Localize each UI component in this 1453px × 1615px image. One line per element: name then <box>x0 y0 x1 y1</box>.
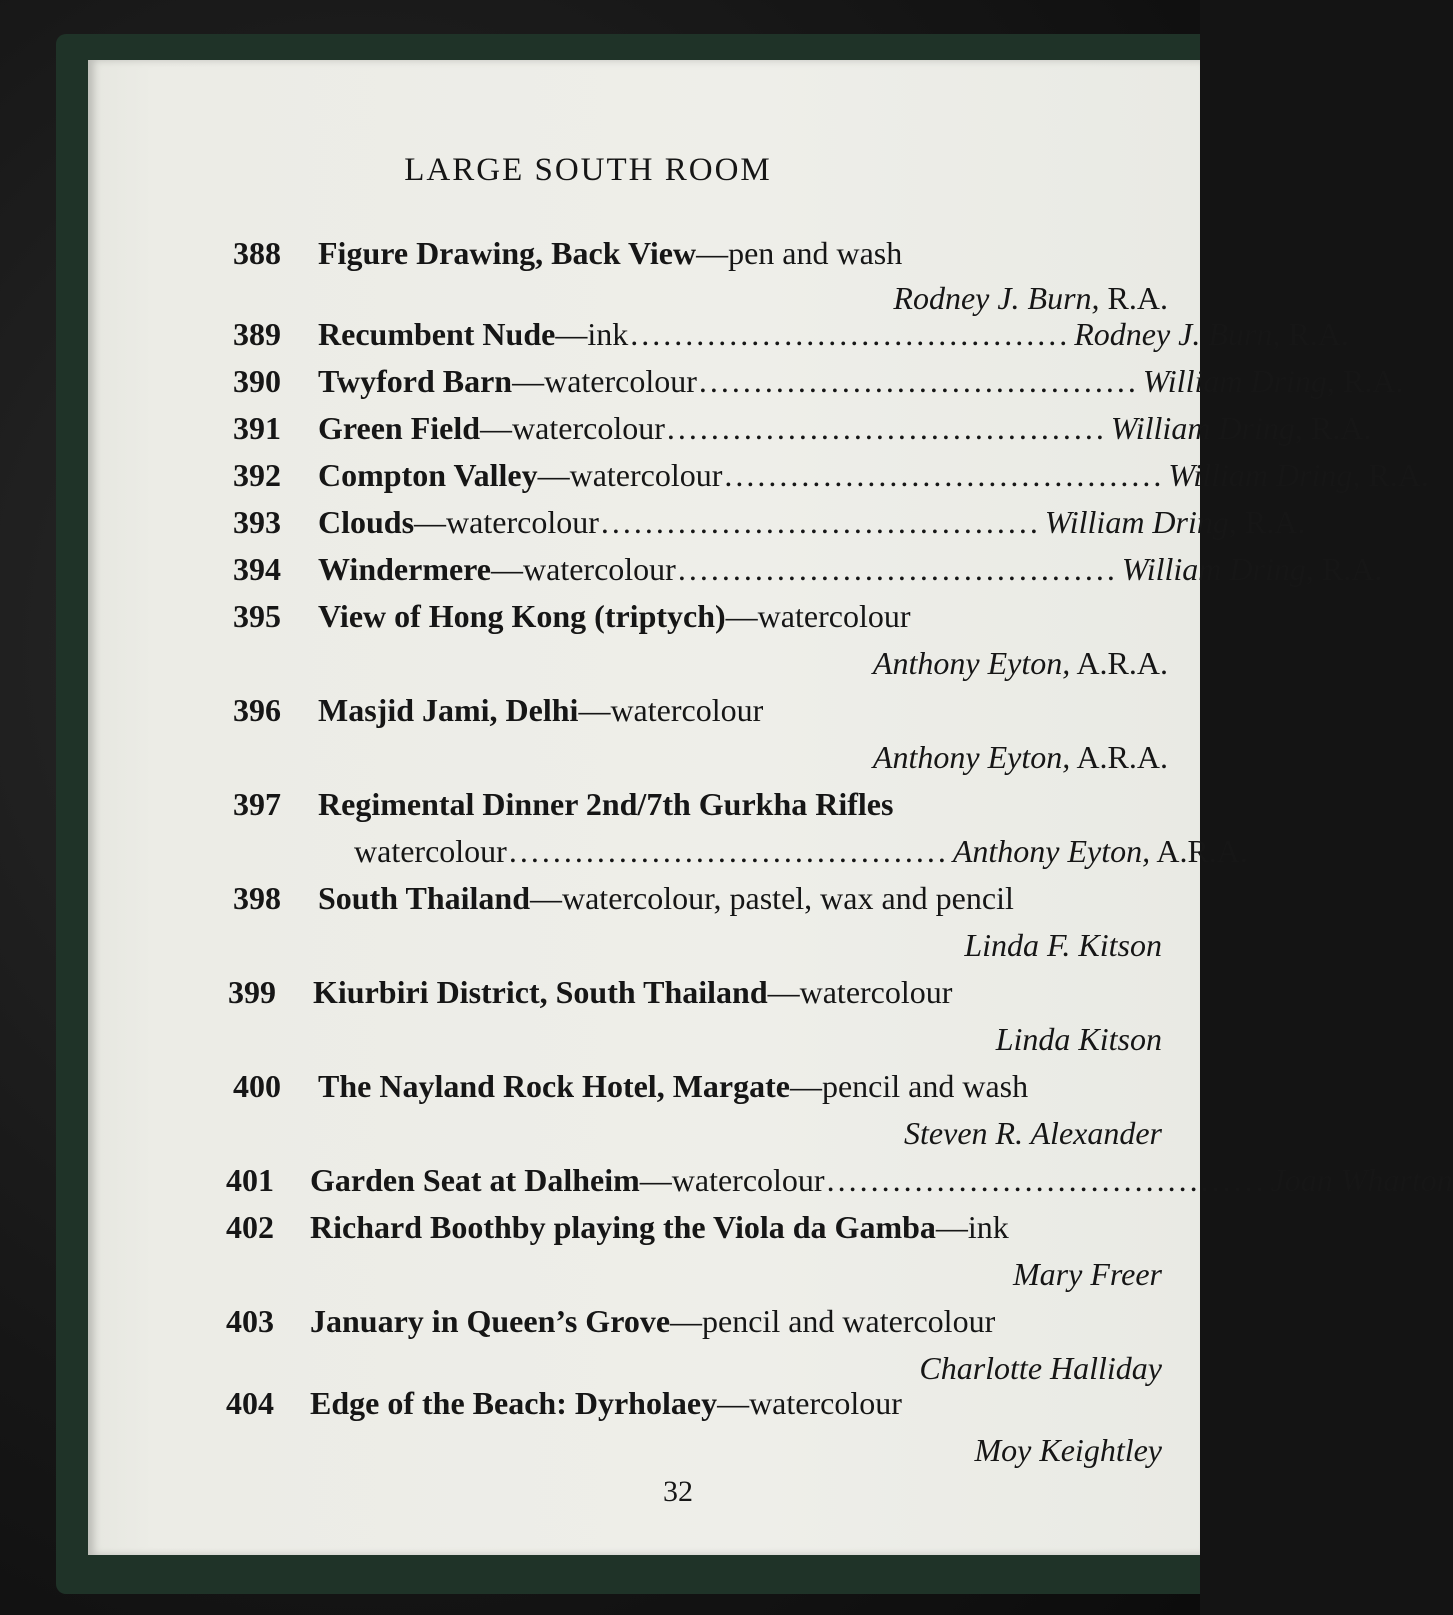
work-medium: —pencil and wash <box>789 1068 1029 1104</box>
entry-393 <box>88 499 1306 545</box>
entry-399-artist <box>88 1016 1168 1062</box>
artist-honour: R.A. <box>1368 457 1429 493</box>
work-medium: —watercolour, pastel, wax and pencil <box>529 880 1014 916</box>
artist-honour: R.A. <box>1310 410 1372 446</box>
artist-name: Steven R. Alexander <box>904 1115 1162 1151</box>
artist-credit <box>873 640 1168 686</box>
artist-credit <box>996 1016 1162 1062</box>
entry-inline <box>354 828 1248 874</box>
page-heading: LARGE SOUTH ROOM <box>404 152 772 188</box>
artist-honour: A.R.A. <box>1076 739 1168 775</box>
entry-title-line <box>313 969 952 1015</box>
entry-398-artist <box>88 922 1168 968</box>
entry-399 <box>88 969 1168 1015</box>
work-medium: —watercolour <box>767 974 953 1010</box>
artist-honour: A.R.A. <box>1156 833 1248 869</box>
work-title: Edge of the Beach: Dyrholaey <box>310 1385 718 1421</box>
entry-395-artist <box>88 640 1168 686</box>
work-medium: —watercolour <box>578 692 764 728</box>
work-medium: —pen and wash <box>696 235 903 271</box>
artist-name: William Dring, <box>1168 457 1361 493</box>
entry-number: 403 <box>226 1303 274 1339</box>
work-title: January in Queen’s Grove <box>310 1303 671 1339</box>
work-title: Masjid Jami, Delhi <box>318 692 579 728</box>
work-medium: —watercolour <box>491 551 676 587</box>
entry-number: 391 <box>233 410 281 446</box>
artist-credit <box>964 922 1162 968</box>
entry-397-detail <box>88 828 1248 874</box>
work-title: Recumbent Nude <box>318 316 556 352</box>
entry-inline <box>318 405 1372 451</box>
page-number: 32 <box>663 1475 693 1508</box>
artist-name: William Dring, <box>1044 504 1237 540</box>
entry-number: 398 <box>233 880 281 916</box>
entry-398 <box>88 875 1168 921</box>
work-title: Compton Valley <box>318 457 538 493</box>
entry-number: 394 <box>233 551 281 587</box>
artist-name: Anthony Eyton, <box>952 833 1151 869</box>
artist-name: Rodney J. Burn, <box>893 280 1100 316</box>
work-medium: watercolour <box>354 833 507 869</box>
entry-title-line <box>310 1298 995 1344</box>
work-title: Richard Boothby playing the Viola da Gamba <box>310 1209 936 1245</box>
artist-honour: A.R.A. <box>1076 645 1168 681</box>
entry-402 <box>88 1204 1168 1250</box>
entry-388 <box>88 230 1168 276</box>
artist-honour: R.A. <box>1321 551 1383 587</box>
work-title: The Nayland Rock Hotel, Margate <box>318 1068 790 1104</box>
leader-dots: ........................................ <box>508 833 949 869</box>
work-title: Garden Seat at Dalheim <box>310 1162 640 1198</box>
work-title: Clouds <box>318 504 415 540</box>
entry-401 <box>88 1157 1453 1203</box>
artist-honour: R.A. <box>1244 504 1306 540</box>
work-title: Kiurbiri District, South Thailand <box>313 974 768 1010</box>
entry-390 <box>88 358 1404 404</box>
entry-title-line <box>318 687 763 733</box>
artist-credit <box>904 1110 1162 1156</box>
artist-name: William Dring, <box>1142 363 1335 399</box>
work-title: Regimental Dinner 2nd/7th Gurkha Rifles <box>318 786 894 822</box>
work-title: South Thailand <box>318 880 530 916</box>
artist-name: Linda F. Kitson <box>964 927 1162 963</box>
artist-name: William Dring, <box>1121 551 1314 587</box>
entry-number: 401 <box>226 1162 274 1198</box>
work-medium: —watercolour <box>537 457 723 493</box>
entry-number: 404 <box>226 1385 274 1421</box>
entry-number: 392 <box>233 457 281 493</box>
entry-395 <box>88 593 1168 639</box>
work-medium: —ink <box>555 316 629 352</box>
entry-404 <box>88 1380 1168 1426</box>
entry-number: 399 <box>228 974 276 1010</box>
entry-397 <box>88 781 1168 827</box>
entry-396-artist <box>88 734 1168 780</box>
entry-title-line <box>318 230 902 276</box>
artist-credit <box>975 1427 1162 1473</box>
artist-name: Linda Kitson <box>995 1021 1162 1057</box>
artist-credit <box>1013 1251 1162 1297</box>
leader-dots: ........................................ <box>630 316 1071 352</box>
entry-396 <box>88 687 1168 733</box>
artist-honour: R.A. <box>1288 316 1349 352</box>
entry-inline <box>310 1157 1453 1203</box>
entry-title-line <box>318 875 1014 921</box>
entry-394 <box>88 546 1383 592</box>
entry-title-line <box>318 593 910 639</box>
entry-391 <box>88 405 1372 451</box>
artist-name: Anthony Eyton, <box>872 739 1071 775</box>
artist-name: Rodney J. Burn, <box>1074 316 1281 352</box>
entry-inline <box>318 358 1404 404</box>
entry-number: 402 <box>226 1209 274 1245</box>
entry-title-line <box>310 1380 902 1426</box>
leader-dots: ........................................ <box>698 363 1139 399</box>
work-medium: —watercolour <box>639 1162 825 1198</box>
entry-400 <box>88 1063 1168 1109</box>
leader-dots: ........................................ <box>600 504 1041 540</box>
work-medium: —watercolour <box>480 410 665 446</box>
entry-402-artist <box>88 1251 1168 1297</box>
work-title: Twyford Barn <box>318 363 513 399</box>
artist-honour: R.A. <box>1342 363 1404 399</box>
artist-credit <box>873 734 1168 780</box>
entry-number: 395 <box>233 598 281 634</box>
work-title: Figure Drawing, Back View <box>318 235 697 271</box>
entry-title-line <box>318 1063 1028 1109</box>
entry-number: 388 <box>233 235 281 271</box>
work-medium: —watercolour <box>414 504 599 540</box>
work-title: Windermere <box>318 551 491 587</box>
artist-name: Charlotte Halliday <box>919 1350 1162 1386</box>
entry-389 <box>88 311 1349 357</box>
entry-404-artist <box>88 1427 1168 1473</box>
entry-title-line <box>310 1204 1009 1250</box>
leader-dots: ........................................ <box>724 457 1165 493</box>
leader-dots: ........................................ <box>666 410 1107 446</box>
work-medium: —watercolour <box>512 363 697 399</box>
entry-number: 390 <box>233 363 281 399</box>
artist-name: William Dring, <box>1110 410 1303 446</box>
entry-inline <box>318 546 1383 592</box>
work-medium: —ink <box>935 1209 1009 1245</box>
work-title: View of Hong Kong (triptych) <box>318 598 726 634</box>
catalogue-page <box>88 60 1453 1555</box>
entry-number: 400 <box>233 1068 281 1104</box>
leader-dots: ........................................ <box>826 1162 1267 1198</box>
entry-number: 389 <box>233 316 281 352</box>
entry-inline <box>318 452 1429 498</box>
leader-dots: ........................................ <box>677 551 1118 587</box>
artist-name: Mary Freer <box>1013 1256 1162 1292</box>
artist-name: Anthony Eyton, <box>872 645 1071 681</box>
work-medium: —watercolour <box>725 598 911 634</box>
work-title: Green Field <box>318 410 481 446</box>
work-medium: —watercolour <box>717 1385 902 1421</box>
artist-name: Joan Wharton <box>1270 1162 1453 1198</box>
artist-honour: R.A. <box>1107 280 1168 316</box>
entry-number: 396 <box>233 692 281 728</box>
entry-title-line <box>318 781 893 827</box>
work-medium: —pencil and watercolour <box>670 1303 996 1339</box>
artist-name: Moy Keightley <box>974 1432 1162 1468</box>
entry-inline <box>318 499 1306 545</box>
entry-403 <box>88 1298 1168 1344</box>
entry-inline <box>318 311 1349 357</box>
entry-392 <box>88 452 1429 498</box>
entry-400-artist <box>88 1110 1168 1156</box>
entry-number: 397 <box>233 786 281 822</box>
entry-number: 393 <box>233 504 281 540</box>
